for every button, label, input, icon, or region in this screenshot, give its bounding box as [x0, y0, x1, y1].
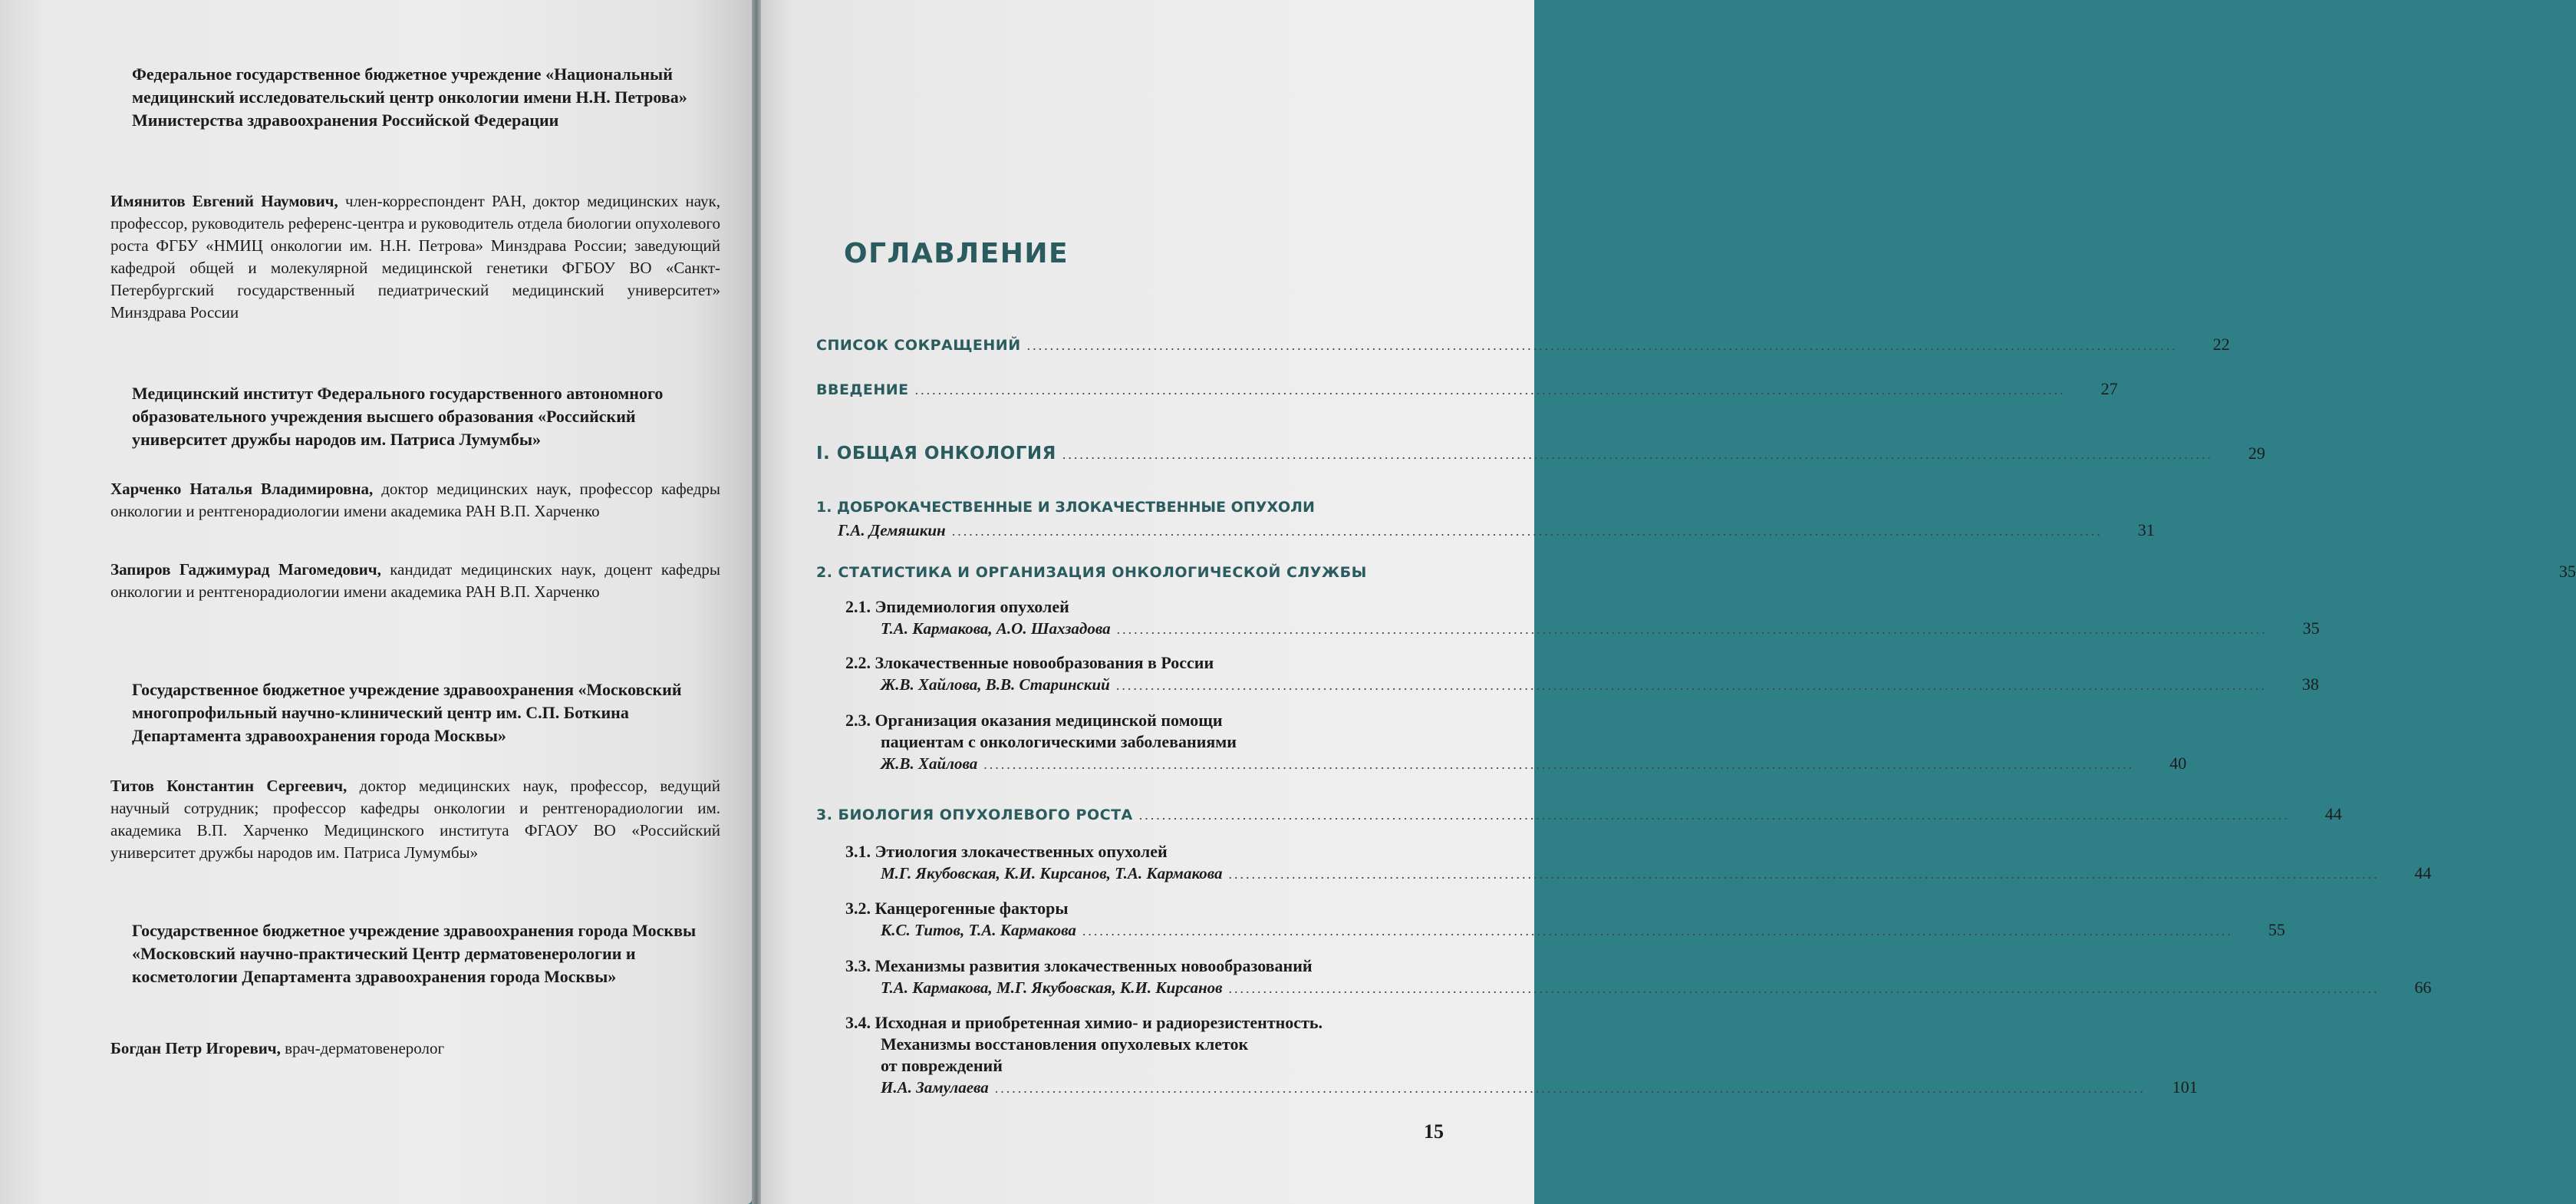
toc-section-3-4-title-line-1[interactable]: 3.4. Исходная и приобретенная химио- и радиорезистентность. [845, 1013, 1323, 1032]
toc-page-number: 44 [2414, 863, 2432, 882]
toc-section-3-4-title-line-3[interactable]: от повреждений [881, 1056, 1003, 1075]
toc-author: Г.А. Демяшкин [838, 521, 946, 539]
toc-chapter-1-title[interactable]: 1. ДОБРОКАЧЕСТВЕННЫЕ И ЗЛОКАЧЕСТВЕННЫЕ ОПУХОЛИ [816, 499, 1315, 516]
dot-leader: ........................................................................................................................................................................................................ [994, 1080, 2146, 1096]
dot-leader: ........................................................................................................................................................................................................ [1116, 622, 2268, 637]
toc-section-3-2-title[interactable]: 3.2. Канцерогенные факторы [845, 899, 1069, 918]
person-name: Запиров Гаджимурад Магомедович, [110, 560, 381, 579]
dot-leader: ........................................................................................................................................................................................................ [1062, 447, 2213, 462]
person-description: доктор медицинских наук, профессор, ведущий научный сотрудник; профессор кафедры онкологии и рентгенорадиологии им. академика В.П. Харченко Медицинского института ФГАОУ ВО «Российский университет дружбы народов им. Патриса Лумумбы» [110, 777, 720, 862]
toc-section-2-3-author-row[interactable] [881, 754, 2187, 774]
toc-author: Т.А. Кармакова, М.Г. Якубовская, К.И. Кирсанов [881, 978, 1223, 997]
person-description: доктор медицинских наук, профессор кафедры онкологии и рентгенорадиологии имени академика РАН В.П. Харченко [110, 480, 721, 520]
person-name: Титов Константин Сергеевич, [110, 777, 348, 795]
person-imyanitov [110, 190, 720, 324]
institution-rudn: Медицинский институт Федерального государственного автономного образовательного учреждения высшего образования «Российский университет дружбы народов им. Патриса Лумумбы» [132, 384, 664, 449]
institution-dermatology-center: Государственное бюджетное учреждение здравоохранения города Москвы «Московский научно-практический Центр дерматовенерологии и косметологии Департамента здравоохранения города Москвы» [132, 921, 697, 986]
toc-section-3-3-title[interactable]: 3.3. Механизмы развития злокачественных новообразований [845, 956, 1313, 975]
dot-leader: ........................................................................................................................................................................................................ [1228, 981, 2380, 996]
toc-section-2-1-title[interactable]: 2.1. Эпидемиология опухолей [845, 597, 1069, 616]
toc-page-number: 66 [2414, 978, 2432, 997]
toc-title: ОГЛАВЛЕНИЕ [844, 238, 1069, 269]
toc-section-2-2-title[interactable]: 2.2. Злокачественные новообразования в России [845, 653, 1214, 672]
toc-section-3-1-title[interactable]: 3.1. Этиология злокачественных опухолей [845, 842, 1168, 861]
person-description: врач-дерматовенеролог [280, 1039, 445, 1057]
toc-entry-label: ВВЕДЕНИЕ [816, 381, 909, 398]
toc-chapter-3[interactable] [816, 804, 2342, 824]
toc-page-number: 35 [2558, 562, 2576, 581]
toc-page-number: 35 [2302, 618, 2320, 638]
toc-author: К.С. Титов, Т.А. Кармакова [881, 921, 1076, 939]
toc-author: И.А. Замулаева [881, 1078, 989, 1097]
toc-author: Ж.В. Хайлова, В.В. Старинский [881, 675, 1110, 694]
toc-section-3-4-title-line-2[interactable]: Механизмы восстановления опухолевых клеток [881, 1034, 1249, 1054]
toc-section-3-2-author-row[interactable] [881, 920, 2285, 940]
toc-page-number: 44 [2324, 804, 2342, 823]
dot-leader: ........................................................................................................................................................................................................ [1026, 338, 2178, 353]
person-bogdan [110, 1037, 720, 1060]
person-titov [110, 775, 720, 864]
toc-page-number: 40 [2169, 754, 2187, 773]
toc-entry-label: СПИСОК СОКРАЩЕНИЙ [816, 337, 1021, 354]
toc-section-3-3-author-row[interactable] [881, 978, 2432, 998]
book-gutter [752, 0, 761, 1204]
toc-entry-abbreviations[interactable] [816, 335, 2230, 355]
toc-section-2-1-author-row[interactable] [881, 618, 2320, 638]
toc-chapter-1-author-row[interactable] [838, 520, 2155, 540]
person-description: кандидат медицинских наук, доцент кафедры онкологии и рентгенорадиологии имени академика РАН В.П. Харченко [110, 560, 720, 601]
toc-section-2-2-author-row[interactable] [881, 675, 2319, 694]
toc-section-3-4-author-row[interactable] [881, 1077, 2198, 1097]
person-zapirov [110, 559, 720, 603]
toc-entry-label: 3. БИОЛОГИЯ ОПУХОЛЕВОГО РОСТА [816, 807, 1133, 823]
dot-leader: ........................................................................................................................................................................................................ [983, 757, 2135, 772]
toc-page-number: 101 [2172, 1077, 2198, 1097]
toc-page-number: 55 [2268, 920, 2285, 939]
dot-leader: ........................................................................................................................................................................................................ [914, 382, 2066, 397]
toc-author: Ж.В. Хайлова [881, 754, 978, 773]
toc-page-number: 38 [2301, 675, 2319, 694]
toc-author: Т.А. Кармакова, А.О. Шахзадова [881, 619, 1111, 638]
toc-entry-label: 2. СТАТИСТИКА И ОРГАНИЗАЦИЯ ОНКОЛОГИЧЕСКОЙ СЛУЖБЫ [816, 564, 1367, 581]
dot-leader: ........................................................................................................................................................................................................ [1138, 807, 2290, 823]
toc-chapter-2[interactable] [816, 562, 2576, 582]
person-description: член-корреспондент РАН, доктор медицинских наук, профессор, руководитель референс-центра и руководитель отдела биологии опухолевого роста ФГБУ «НМИЦ онкологии им. Н.Н. Петрова» Минздрава России; заведующий кафедрой общей и молекулярной медицинской генетики ФГБОУ ВО «Санкт-Петербургский государственный педиатрический медицинский университет» Минздрава России [110, 192, 720, 322]
toc-page-number: 27 [2100, 379, 2118, 398]
toc-section-2-3-title-line-2[interactable]: пациентам с онкологическими заболеваниями [881, 732, 1237, 751]
right-page [761, 0, 2576, 1204]
toc-section-2-3-title-line-1[interactable]: 2.3. Организация оказания медицинской помощи [845, 711, 1223, 730]
toc-section-3-1-author-row[interactable] [881, 863, 2432, 883]
dot-leader: ........................................................................................................................................................................................................ [1115, 678, 2267, 693]
person-name: Харченко Наталья Владимировна, [110, 480, 374, 498]
toc-author: М.Г. Якубовская, К.И. Кирсанов, Т.А. Кармакова [881, 864, 1223, 882]
left-page [0, 0, 752, 1204]
institution-nmic-petrov: Федеральное государственное бюджетное учреждение «Национальный медицинский исследовательский центр онкологии имени Н.Н. Петрова» Министерства здравоохранения Российской Федерации [132, 64, 687, 130]
toc-entry-introduction[interactable] [816, 379, 2118, 399]
dot-leader: ........................................................................................................................................................................................................ [951, 523, 2103, 539]
page-number: 15 [1424, 1120, 1444, 1143]
person-kharchenko [110, 478, 720, 523]
person-name: Имянитов Евгений Наумович, [110, 192, 338, 210]
dot-leader: ........................................................................................................................................................................................................ [1082, 923, 2233, 938]
toc-page-number: 22 [2212, 335, 2230, 354]
toc-entry-label: I. ОБЩАЯ ОНКОЛОГИЯ [816, 444, 1056, 463]
toc-page-number: 29 [2248, 444, 2265, 463]
person-name: Богдан Петр Игоревич, [110, 1039, 281, 1057]
toc-entry-part-1[interactable] [816, 444, 2265, 463]
dot-leader: ........................................................................................................................................................................................................ [1228, 866, 2380, 882]
toc-page-number: 31 [2137, 520, 2155, 539]
institution-botkin: Государственное бюджетное учреждение здравоохранения «Московский многопрофильный научно-клинический центр им. С.П. Боткина Департамента здравоохранения города Москвы» [132, 680, 682, 745]
